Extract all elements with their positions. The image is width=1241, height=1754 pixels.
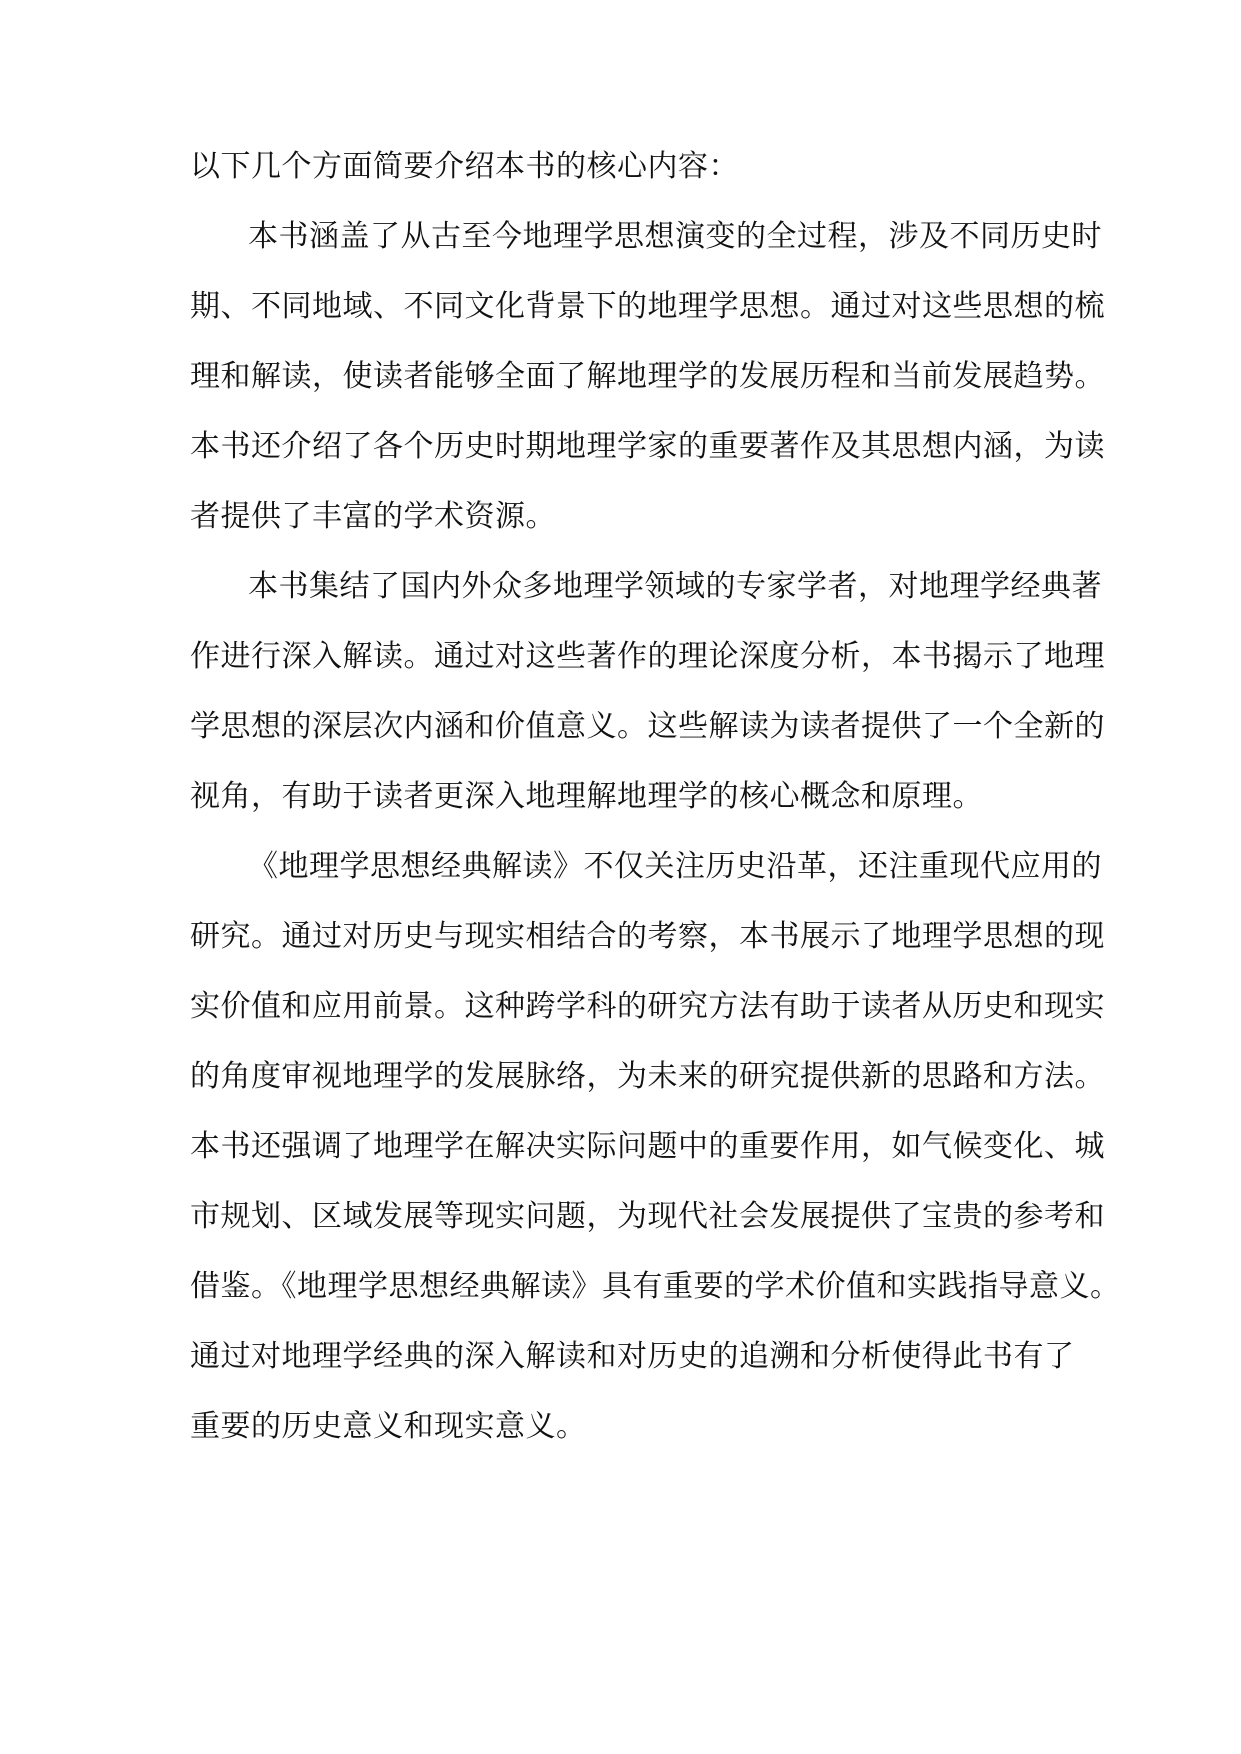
text-line: 期、不同地域、不同文化背景下的地理学思想。通过对这些思想的梳 [190,289,1105,324]
text-line: 本书集结了国内外众多地理学领域的专家学者，对地理学经典著 [248,569,1102,604]
text-line: 重要的历史意义和现实意义。 [190,1409,587,1444]
text-line: 本书还介绍了各个历史时期地理学家的重要著作及其思想内涵，为读 [190,429,1105,464]
text-line: 通过对地理学经典的深入解读和对历史的追溯和分析使得此书有了 [190,1339,1075,1374]
text-line: 《地理学思想经典解读》不仅关注历史沿革，还注重现代应用的 [248,849,1102,884]
text-line: 本书涵盖了从古至今地理学思想演变的全过程，涉及不同历史时 [248,219,1102,254]
text-line: 研究。通过对历史与现实相结合的考察，本书展示了地理学思想的现 [190,919,1105,954]
text-line: 借鉴。《地理学思想经典解读》具有重要的学术价值和实践指导意义。 [190,1269,1121,1304]
text-line: 理和解读，使读者能够全面了解地理学的发展历程和当前发展趋势。 [190,359,1105,394]
text-line: 的角度审视地理学的发展脉络，为未来的研究提供新的思路和方法。 [190,1059,1105,1094]
text-line: 视角，有助于读者更深入地理解地理学的核心概念和原理。 [190,779,983,814]
text-line: 市规划、区域发展等现实问题，为现代社会发展提供了宝贵的参考和 [190,1199,1105,1234]
text-line: 本书还强调了地理学在解决实际问题中的重要作用，如气候变化、城 [190,1129,1105,1164]
text-line: 学思想的深层次内涵和价值意义。这些解读为读者提供了一个全新的 [190,709,1105,744]
text-line: 实价值和应用前景。这种跨学科的研究方法有助于读者从历史和现实 [190,989,1105,1024]
text-line: 以下几个方面简要介绍本书的核心内容： [190,149,739,184]
text-line: 作进行深入解读。通过对这些著作的理论深度分析，本书揭示了地理 [190,639,1105,674]
text-line: 者提供了丰富的学术资源。 [190,499,556,534]
body-text [190,140,1121,1470]
